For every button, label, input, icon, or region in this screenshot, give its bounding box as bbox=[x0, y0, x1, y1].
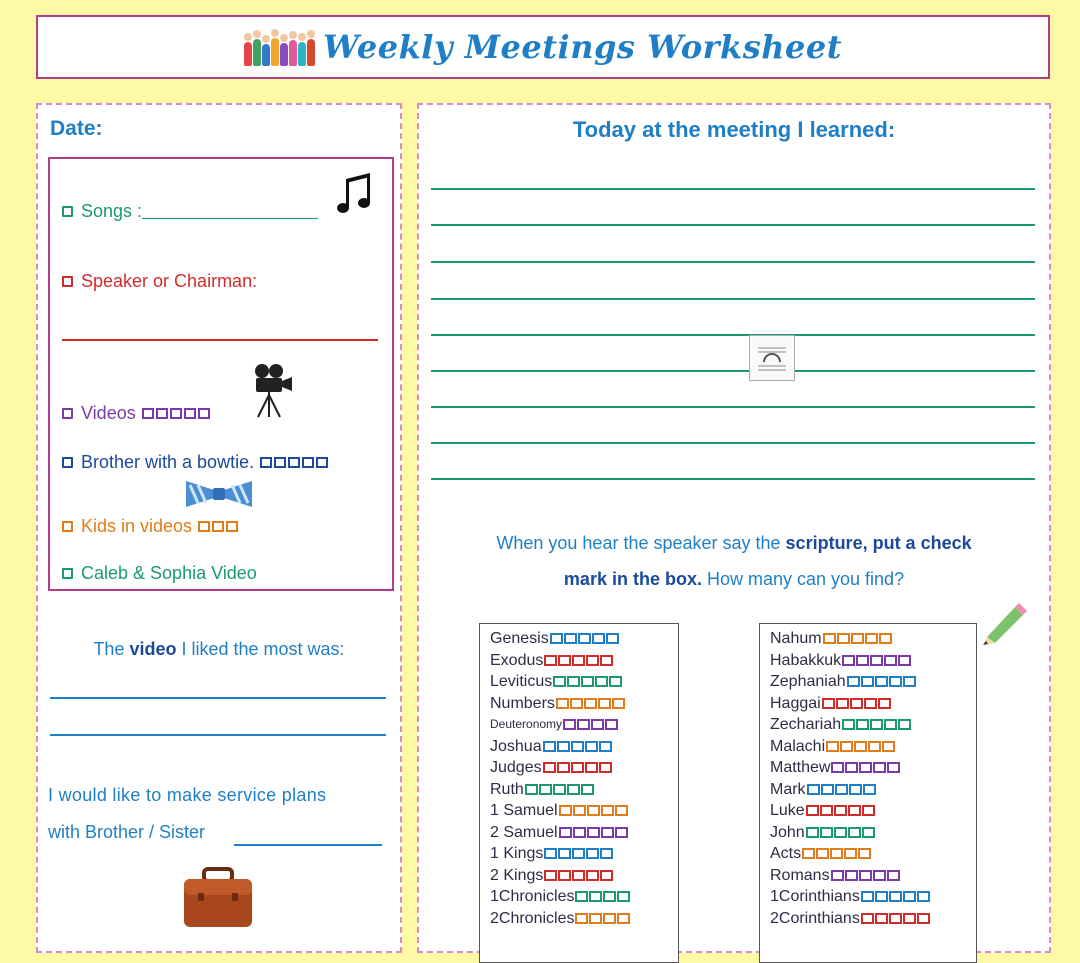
check-box[interactable] bbox=[600, 870, 613, 881]
book-row bbox=[770, 865, 976, 887]
check-box[interactable] bbox=[595, 676, 608, 687]
check-box[interactable] bbox=[879, 633, 892, 644]
book-check-boxes[interactable] bbox=[543, 762, 612, 773]
learned-line-3[interactable] bbox=[431, 261, 1035, 263]
book-row bbox=[770, 671, 976, 693]
book-name: Zephaniah bbox=[770, 673, 846, 690]
check-box[interactable] bbox=[858, 848, 871, 859]
music-note-icon bbox=[336, 171, 374, 217]
book-check-boxes[interactable] bbox=[822, 698, 891, 709]
book-row bbox=[770, 757, 976, 779]
pencil-icon bbox=[979, 599, 1027, 645]
check-box[interactable] bbox=[848, 805, 861, 816]
book-row bbox=[490, 714, 678, 736]
check-box[interactable] bbox=[830, 848, 843, 859]
check-box[interactable] bbox=[558, 655, 571, 666]
book-check-boxes[interactable] bbox=[559, 805, 628, 816]
book-check-boxes[interactable] bbox=[544, 870, 613, 881]
book-row bbox=[770, 693, 976, 715]
check-box[interactable] bbox=[544, 870, 557, 881]
book-check-boxes[interactable] bbox=[550, 633, 619, 644]
books-list-left bbox=[479, 623, 679, 963]
check-box[interactable] bbox=[557, 741, 570, 752]
check-box[interactable] bbox=[884, 719, 897, 730]
check-box[interactable] bbox=[617, 891, 630, 902]
bowtie-label: Brother with a bowtie. bbox=[81, 452, 255, 472]
check-box[interactable] bbox=[870, 655, 883, 666]
book-name: Matthew bbox=[770, 759, 831, 776]
date-label: Date: bbox=[50, 117, 103, 140]
check-box[interactable] bbox=[615, 827, 628, 838]
speaker-label: Speaker or Chairman: bbox=[81, 271, 258, 291]
book-check-boxes[interactable] bbox=[842, 719, 911, 730]
learned-line-2[interactable] bbox=[431, 224, 1035, 226]
book-row bbox=[770, 628, 976, 650]
scripture-instructions-line-1: When you hear the speaker say the scripture, put a check bbox=[496, 533, 972, 553]
children-clipart bbox=[244, 28, 315, 66]
book-name: 2 Kings bbox=[490, 866, 544, 884]
book-name: Leviticus bbox=[490, 673, 553, 690]
books-list-right bbox=[759, 623, 977, 963]
check-box[interactable] bbox=[556, 698, 569, 709]
caleb-sophia-checkbox[interactable] bbox=[62, 568, 73, 579]
book-name: Luke bbox=[770, 802, 805, 819]
check-box[interactable] bbox=[854, 741, 867, 752]
check-box[interactable] bbox=[837, 633, 850, 644]
check-box[interactable] bbox=[889, 891, 902, 902]
check-box[interactable] bbox=[572, 870, 585, 881]
book-check-boxes[interactable] bbox=[847, 676, 916, 687]
book-row bbox=[490, 886, 678, 908]
check-box[interactable] bbox=[821, 784, 834, 795]
check-box[interactable] bbox=[831, 870, 844, 881]
book-name: Haggai bbox=[770, 694, 821, 712]
check-box[interactable] bbox=[861, 891, 874, 902]
kids-checkbox[interactable] bbox=[62, 521, 73, 532]
book-check-boxes[interactable] bbox=[861, 891, 930, 902]
book-row bbox=[490, 822, 678, 844]
check-box[interactable] bbox=[564, 633, 577, 644]
check-box[interactable] bbox=[873, 762, 886, 773]
check-box[interactable] bbox=[573, 827, 586, 838]
book-name: Mark bbox=[770, 780, 806, 798]
check-box[interactable] bbox=[863, 784, 876, 795]
check-box[interactable] bbox=[884, 655, 897, 666]
book-row bbox=[490, 779, 678, 801]
caleb-sophia-item bbox=[62, 563, 257, 584]
check-box[interactable] bbox=[823, 633, 836, 644]
book-name: 2 Samuel bbox=[490, 823, 558, 841]
check-box[interactable] bbox=[598, 698, 611, 709]
check-box[interactable] bbox=[567, 784, 580, 795]
book-row bbox=[490, 757, 678, 779]
check-box[interactable] bbox=[887, 762, 900, 773]
check-box[interactable] bbox=[898, 655, 911, 666]
check-box[interactable] bbox=[820, 827, 833, 838]
book-row bbox=[770, 650, 976, 672]
book-name: 1Chronicles bbox=[490, 888, 575, 905]
check-box[interactable] bbox=[592, 633, 605, 644]
check-box[interactable] bbox=[553, 784, 566, 795]
book-row bbox=[770, 886, 976, 908]
book-check-boxes[interactable] bbox=[563, 719, 618, 730]
check-box[interactable] bbox=[585, 741, 598, 752]
check-box[interactable] bbox=[558, 870, 571, 881]
bowtie-checkbox[interactable] bbox=[62, 457, 73, 468]
book-row bbox=[770, 822, 976, 844]
meeting-checklist bbox=[48, 157, 394, 591]
book-check-boxes[interactable] bbox=[544, 655, 613, 666]
check-box[interactable] bbox=[589, 891, 602, 902]
check-box[interactable] bbox=[856, 655, 869, 666]
check-box[interactable] bbox=[559, 805, 572, 816]
speaker-answer-line[interactable] bbox=[62, 339, 378, 341]
right-panel bbox=[417, 103, 1051, 953]
favorite-video-line-1[interactable] bbox=[50, 697, 386, 699]
book-check-boxes[interactable] bbox=[553, 676, 622, 687]
check-box[interactable] bbox=[882, 741, 895, 752]
check-box[interactable] bbox=[581, 784, 594, 795]
check-box[interactable] bbox=[862, 805, 875, 816]
check-box[interactable] bbox=[570, 698, 583, 709]
book-row bbox=[490, 736, 678, 758]
check-box[interactable] bbox=[603, 913, 616, 924]
check-box[interactable] bbox=[525, 784, 538, 795]
check-box[interactable] bbox=[539, 784, 552, 795]
check-box[interactable] bbox=[861, 913, 874, 924]
songs-label: Songs : bbox=[81, 201, 143, 221]
book-check-boxes[interactable] bbox=[802, 848, 871, 859]
check-box[interactable] bbox=[802, 848, 815, 859]
speaker-checkbox[interactable] bbox=[62, 276, 73, 287]
check-box[interactable] bbox=[591, 719, 604, 730]
check-box[interactable] bbox=[599, 762, 612, 773]
learned-line-7[interactable] bbox=[431, 406, 1035, 408]
songs-checkbox[interactable] bbox=[62, 206, 73, 217]
check-box[interactable] bbox=[862, 827, 875, 838]
check-box[interactable] bbox=[600, 655, 613, 666]
check-box[interactable] bbox=[577, 719, 590, 730]
kids-item bbox=[62, 516, 238, 537]
book-row bbox=[770, 908, 976, 930]
book-check-boxes[interactable] bbox=[543, 741, 612, 752]
check-box[interactable] bbox=[903, 676, 916, 687]
check-box[interactable] bbox=[816, 848, 829, 859]
book-name: 2Chronicles bbox=[490, 909, 575, 927]
book-check-boxes[interactable] bbox=[806, 805, 875, 816]
check-box[interactable] bbox=[807, 784, 820, 795]
book-check-boxes[interactable] bbox=[806, 827, 875, 838]
check-box[interactable] bbox=[557, 762, 570, 773]
bowtie-item bbox=[62, 452, 328, 473]
book-row bbox=[490, 628, 678, 650]
book-check-boxes[interactable] bbox=[842, 655, 911, 666]
check-box[interactable] bbox=[558, 848, 571, 859]
check-box[interactable] bbox=[550, 633, 563, 644]
check-box[interactable] bbox=[599, 741, 612, 752]
book-name: Ruth bbox=[490, 780, 524, 798]
book-name: Judges bbox=[490, 759, 542, 776]
check-box[interactable] bbox=[826, 741, 839, 752]
favorite-video-line-2[interactable] bbox=[50, 734, 386, 736]
check-box[interactable] bbox=[572, 655, 585, 666]
video-camera-icon bbox=[250, 363, 294, 419]
check-box[interactable] bbox=[586, 870, 599, 881]
check-box[interactable] bbox=[544, 655, 557, 666]
learned-line-5[interactable] bbox=[431, 334, 1035, 336]
service-partner-line[interactable] bbox=[234, 844, 382, 846]
service-plans-text: I would like to make service plans bbox=[48, 785, 327, 805]
briefcase-icon bbox=[178, 863, 258, 935]
book-name: Habakkuk bbox=[770, 651, 842, 669]
book-check-boxes[interactable] bbox=[575, 891, 630, 902]
check-box[interactable] bbox=[571, 741, 584, 752]
book-name: Romans bbox=[770, 866, 830, 884]
book-name: Deuteronomy bbox=[490, 717, 563, 731]
check-box[interactable] bbox=[544, 848, 557, 859]
check-box[interactable] bbox=[887, 870, 900, 881]
videos-item bbox=[62, 403, 210, 424]
check-box[interactable] bbox=[836, 698, 849, 709]
check-box[interactable] bbox=[859, 870, 872, 881]
check-box[interactable] bbox=[870, 719, 883, 730]
check-box[interactable] bbox=[903, 913, 916, 924]
learned-line-4[interactable] bbox=[431, 298, 1035, 300]
favorite-video-question: The video I liked the most was: bbox=[93, 639, 345, 659]
book-row bbox=[490, 650, 678, 672]
book-name: Malachi bbox=[770, 737, 826, 755]
check-box[interactable] bbox=[617, 913, 630, 924]
check-box[interactable] bbox=[851, 633, 864, 644]
book-name: Zechariah bbox=[770, 716, 842, 733]
videos-checkbox[interactable] bbox=[62, 408, 73, 419]
check-box[interactable] bbox=[609, 676, 622, 687]
check-box[interactable] bbox=[559, 827, 572, 838]
book-check-boxes[interactable] bbox=[556, 698, 625, 709]
check-box[interactable] bbox=[571, 762, 584, 773]
check-box[interactable] bbox=[615, 805, 628, 816]
check-box[interactable] bbox=[845, 870, 858, 881]
check-box[interactable] bbox=[844, 848, 857, 859]
book-name: Acts bbox=[770, 845, 802, 862]
check-box[interactable] bbox=[600, 848, 613, 859]
book-check-boxes[interactable] bbox=[807, 784, 876, 795]
worksheet-title: Weekly Meetings Worksheet bbox=[323, 28, 842, 66]
left-panel bbox=[36, 103, 402, 953]
check-box[interactable] bbox=[849, 784, 862, 795]
kids-label: Kids in videos bbox=[81, 516, 193, 536]
check-box[interactable] bbox=[845, 762, 858, 773]
check-box[interactable] bbox=[861, 676, 874, 687]
book-row bbox=[490, 843, 678, 865]
songs-answer-line[interactable] bbox=[142, 218, 318, 219]
check-box[interactable] bbox=[848, 827, 861, 838]
learned-line-1[interactable] bbox=[431, 188, 1035, 190]
check-box[interactable] bbox=[806, 827, 819, 838]
check-box[interactable] bbox=[834, 805, 847, 816]
check-box[interactable] bbox=[834, 827, 847, 838]
check-box[interactable] bbox=[842, 655, 855, 666]
kids-tally-boxes[interactable] bbox=[198, 521, 238, 532]
book-name: 1Corinthians bbox=[770, 888, 860, 905]
worksheet-header bbox=[36, 15, 1050, 79]
check-box[interactable] bbox=[586, 848, 599, 859]
book-check-boxes[interactable] bbox=[831, 870, 900, 881]
check-box[interactable] bbox=[606, 633, 619, 644]
check-box[interactable] bbox=[572, 848, 585, 859]
book-check-boxes[interactable] bbox=[831, 762, 900, 773]
check-box[interactable] bbox=[575, 913, 588, 924]
check-box[interactable] bbox=[601, 805, 614, 816]
check-box[interactable] bbox=[865, 633, 878, 644]
check-box[interactable] bbox=[856, 719, 869, 730]
check-box[interactable] bbox=[581, 676, 594, 687]
book-row bbox=[770, 800, 976, 822]
check-box[interactable] bbox=[917, 891, 930, 902]
book-name: John bbox=[770, 823, 805, 841]
check-box[interactable] bbox=[563, 719, 576, 730]
bowtie-icon bbox=[184, 477, 254, 511]
check-box[interactable] bbox=[553, 676, 566, 687]
check-box[interactable] bbox=[573, 805, 586, 816]
check-box[interactable] bbox=[864, 698, 877, 709]
check-box[interactable] bbox=[903, 891, 916, 902]
check-box[interactable] bbox=[586, 655, 599, 666]
bowtie-tally-boxes[interactable] bbox=[260, 457, 328, 468]
learned-line-8[interactable] bbox=[431, 442, 1035, 444]
book-row bbox=[770, 736, 976, 758]
check-box[interactable] bbox=[875, 676, 888, 687]
book-check-boxes[interactable] bbox=[525, 784, 594, 795]
service-plans-name-row: with Brother / Sister bbox=[48, 822, 206, 842]
check-box[interactable] bbox=[587, 805, 600, 816]
check-box[interactable] bbox=[806, 805, 819, 816]
book-name: Joshua bbox=[490, 737, 542, 755]
check-box[interactable] bbox=[578, 633, 591, 644]
book-name: 2Corinthians bbox=[770, 909, 860, 927]
book-check-boxes[interactable] bbox=[823, 633, 892, 644]
check-box[interactable] bbox=[875, 891, 888, 902]
book-row bbox=[770, 714, 976, 736]
book-row bbox=[490, 908, 678, 930]
book-name: Exodus bbox=[490, 651, 544, 669]
book-row bbox=[770, 843, 976, 865]
book-check-boxes[interactable] bbox=[544, 848, 613, 859]
check-box[interactable] bbox=[875, 913, 888, 924]
videos-tally-boxes[interactable] bbox=[142, 408, 210, 419]
document-icon[interactable] bbox=[749, 335, 795, 381]
scripture-instructions-line-2: mark in the box. How many can you find? bbox=[563, 569, 905, 589]
book-name: Numbers bbox=[490, 694, 555, 712]
check-box[interactable] bbox=[585, 762, 598, 773]
check-box[interactable] bbox=[543, 741, 556, 752]
check-box[interactable] bbox=[589, 913, 602, 924]
check-box[interactable] bbox=[850, 698, 863, 709]
check-box[interactable] bbox=[889, 676, 902, 687]
book-check-boxes[interactable] bbox=[826, 741, 895, 752]
check-box[interactable] bbox=[820, 805, 833, 816]
learned-line-9[interactable] bbox=[431, 478, 1035, 480]
check-box[interactable] bbox=[822, 698, 835, 709]
check-box[interactable] bbox=[917, 913, 930, 924]
check-box[interactable] bbox=[831, 762, 844, 773]
check-box[interactable] bbox=[601, 827, 614, 838]
book-name: Genesis bbox=[490, 630, 549, 647]
check-box[interactable] bbox=[868, 741, 881, 752]
learned-line-6[interactable] bbox=[431, 370, 1035, 372]
book-row bbox=[490, 865, 678, 887]
caleb-sophia-label: Caleb & Sophia Video bbox=[81, 563, 257, 583]
check-box[interactable] bbox=[543, 762, 556, 773]
book-name: 1 Samuel bbox=[490, 802, 558, 819]
check-box[interactable] bbox=[584, 698, 597, 709]
book-row bbox=[490, 671, 678, 693]
check-box[interactable] bbox=[889, 913, 902, 924]
check-box[interactable] bbox=[587, 827, 600, 838]
speaker-item bbox=[62, 271, 257, 292]
videos-label: Videos bbox=[81, 403, 136, 423]
check-box[interactable] bbox=[878, 698, 891, 709]
check-box[interactable] bbox=[840, 741, 853, 752]
check-box[interactable] bbox=[575, 891, 588, 902]
check-box[interactable] bbox=[612, 698, 625, 709]
check-box[interactable] bbox=[873, 870, 886, 881]
book-row bbox=[770, 779, 976, 801]
check-box[interactable] bbox=[835, 784, 848, 795]
book-row bbox=[490, 800, 678, 822]
check-box[interactable] bbox=[603, 891, 616, 902]
check-box[interactable] bbox=[859, 762, 872, 773]
check-box[interactable] bbox=[567, 676, 580, 687]
book-row bbox=[490, 693, 678, 715]
check-box[interactable] bbox=[847, 676, 860, 687]
check-box[interactable] bbox=[605, 719, 618, 730]
book-name: Nahum bbox=[770, 630, 822, 647]
check-box[interactable] bbox=[898, 719, 911, 730]
check-box[interactable] bbox=[842, 719, 855, 730]
book-check-boxes[interactable] bbox=[559, 827, 628, 838]
book-name: 1 Kings bbox=[490, 845, 544, 862]
book-check-boxes[interactable] bbox=[861, 913, 930, 924]
songs-item bbox=[62, 201, 318, 222]
book-check-boxes[interactable] bbox=[575, 913, 630, 924]
learned-heading: Today at the meeting I learned: bbox=[572, 117, 896, 142]
